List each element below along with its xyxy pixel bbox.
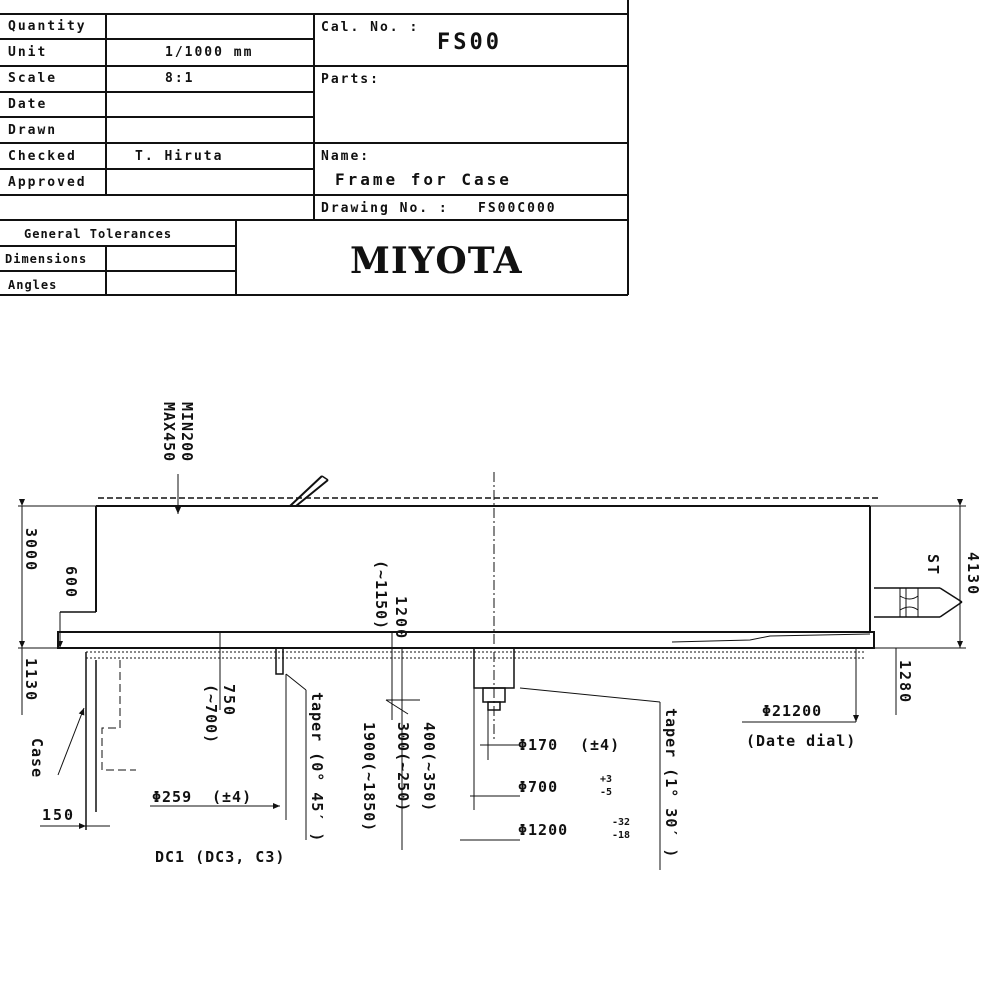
cal-no-value: FS00 <box>437 30 502 55</box>
dim-600: 600 <box>62 566 80 600</box>
dim-1130: 1130 <box>22 658 40 703</box>
dim-diameter-21200: Φ21200 <box>762 702 823 720</box>
dim-diameter-700-tol-low: -5 <box>600 787 613 798</box>
general-tolerances-label: General Tolerances <box>24 227 173 241</box>
dim-diameter-1200: Φ1200 <box>518 821 569 839</box>
taper-0-45: taper (0° 45′ ) <box>308 692 326 843</box>
label-case: Case <box>28 738 46 779</box>
dim-1280: 1280 <box>896 660 914 705</box>
quantity-label: Quantity <box>8 19 87 34</box>
cal-no-label: Cal. No. : <box>321 20 420 35</box>
dimension-lines <box>18 474 966 870</box>
dim-diameter-700-tol-up: +3 <box>600 774 613 785</box>
dim-diameter-700: Φ700 <box>518 778 559 796</box>
frame-body <box>58 472 962 833</box>
name-label: Name: <box>321 149 371 164</box>
dim-min200: MIN200 <box>178 402 196 463</box>
name-value: Frame for Case <box>335 170 512 189</box>
dim-1200: 1200 <box>392 596 410 641</box>
dim-3000: 3000 <box>22 528 40 573</box>
checked-value: T. Hiruta <box>135 149 224 164</box>
scale-value: 8:1 <box>165 71 195 86</box>
parts-label: Parts: <box>321 72 380 87</box>
dim-diameter-1200-tol-low: -18 <box>612 830 631 841</box>
dim-diameter-1200-tol-up: -32 <box>612 817 631 828</box>
dim-300: 300(~250) <box>394 722 412 813</box>
dim-700: (~700) <box>202 684 220 745</box>
dim-diameter-259: Φ259 <box>152 788 193 806</box>
unit-label: Unit <box>8 45 48 60</box>
date-label: Date <box>8 97 48 112</box>
drawing-no-value: FS00C000 <box>478 201 557 216</box>
dim-400: 400(~350) <box>420 722 438 813</box>
dim-diameter-170: Φ170 <box>518 736 559 754</box>
dim-diameter-259-tol: (±4) <box>212 788 253 806</box>
drawn-label: Drawn <box>8 123 58 138</box>
dim-4130: 4130 <box>964 552 982 597</box>
dimensions-label: Dimensions <box>5 252 88 266</box>
taper-1-30: taper (1° 30′ ) <box>662 708 680 859</box>
brand-logo: MIYOTA <box>350 240 523 282</box>
dim-1900: 1900(~1850) <box>360 722 378 833</box>
dim-750: 750 <box>220 684 238 718</box>
unit-value: 1/1000 mm <box>165 45 254 60</box>
scale-label: Scale <box>8 71 58 86</box>
label-date-dial: (Date dial) <box>746 732 857 750</box>
dim-max450: MAX450 <box>160 402 178 463</box>
angles-label: Angles <box>8 278 58 292</box>
label-st: ST <box>924 554 942 577</box>
dim-diameter-170-tol: (±4) <box>580 736 621 754</box>
checked-label: Checked <box>8 149 77 164</box>
dim-dc1: DC1 (DC3, C3) <box>155 848 286 866</box>
approved-label: Approved <box>8 175 87 190</box>
drawing-no-label: Drawing No. : <box>321 201 449 216</box>
dim-1150: (~1150) <box>372 560 390 631</box>
dim-150: 150 <box>42 806 76 824</box>
